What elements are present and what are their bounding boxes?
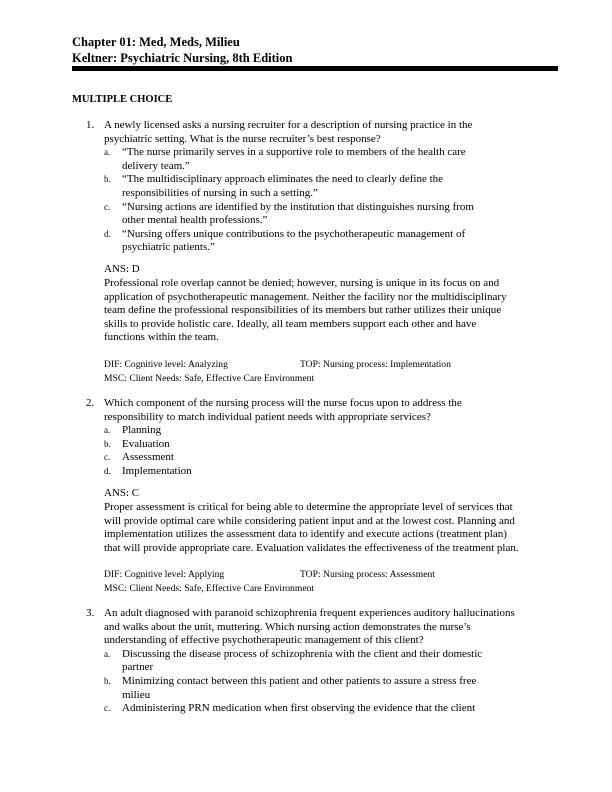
rationale-line: implementation utilizes the assessment data to identify and execute actions (treatment plan) — [104, 528, 507, 541]
option-label: d. — [104, 466, 111, 476]
section-title: MULTIPLE CHOICE — [72, 94, 173, 105]
rationale-line: that will provide appropriate care. Evaluation validates the effectiveness of the treatment plan. — [104, 541, 519, 554]
option-label: d. — [104, 228, 111, 239]
option-label: a. — [104, 425, 111, 436]
chapter-title: Chapter 01: Med, Meds, Milieu — [72, 35, 240, 49]
option-label: a. — [104, 648, 111, 659]
question-stem-line: and walks about the unit, muttering. Which nursing action demonstrates the nurse’s — [104, 620, 471, 633]
question-number: 3. — [86, 607, 95, 619]
question-stem-line: psychiatric setting. What is the nurse recruiter’s best response? — [104, 132, 381, 145]
rationale-line: functions within the team. — [104, 331, 219, 344]
option-d-text: psychiatric patients.” — [122, 241, 215, 254]
msc: MSC: Client Needs: Safe, Effective Care Environment — [104, 373, 315, 384]
option-a-text: Planning — [122, 424, 162, 437]
option-b-text: “The multidisciplinary approach eliminates the need to clearly define the — [122, 173, 444, 186]
question-stem-line: Which component of the nursing process will the nurse focus upon to address the — [104, 397, 462, 409]
rationale-line: Proper assessment is critical for being able to determine the appropriate level of services that — [104, 501, 513, 513]
option-b-text: Minimizing contact between this patient and other patients to assure a stress free — [122, 675, 477, 687]
header-rule — [72, 66, 558, 71]
option-b-text: milieu — [122, 688, 151, 701]
rationale-line: Professional role overlap cannot be denied; however, nursing is unique in its focus on and — [104, 277, 500, 289]
option-d-text: Implementation — [122, 465, 192, 477]
rationale-line: team define the professional responsibilities of its members but rather utilizes their unique — [104, 304, 502, 317]
difficulty: DIF: Cognitive level: Analyzing — [104, 359, 228, 370]
topic: TOP: Nursing process: Assessment — [300, 569, 435, 580]
difficulty: DIF: Cognitive level: Applying — [104, 569, 225, 580]
question-number: 1. — [86, 119, 95, 131]
option-label: b. — [104, 676, 111, 686]
option-label: c. — [104, 452, 111, 463]
option-label: b. — [104, 438, 111, 449]
option-a-text: Discussing the disease process of schizophrenia with the client and their domestic — [122, 647, 483, 660]
question-stem-line: An adult diagnosed with paranoid schizophrenia frequent experiences auditory hallucinations — [104, 607, 515, 619]
question-stem-line: responsibility to match individual patient needs with appropriate services? — [104, 410, 431, 423]
option-c-text: other mental health professions.” — [122, 214, 268, 227]
option-a-text: delivery team.” — [122, 159, 190, 172]
answer-key: ANS: C — [104, 487, 140, 499]
option-d-text: “Nursing offers unique contributions to the psychotherapeutic management of — [122, 227, 466, 240]
answer-key: ANS: D — [104, 263, 140, 275]
question-number: 2. — [86, 397, 95, 409]
option-label: c. — [104, 201, 111, 212]
question-stem-line: understanding of effective psychotherapeutic management of this client? — [104, 634, 424, 647]
option-c-text: Assessment — [122, 451, 174, 464]
option-c-text: “Nursing actions are identified by the institution that distinguishes nursing from — [122, 200, 474, 213]
question-stem-line: A newly licensed asks a nursing recruiter for a description of nursing practice in the — [104, 119, 473, 131]
option-c-text: Administering PRN medication when first observing the evidence that the client — [122, 702, 476, 715]
option-b-text: responsibilities of nursing in such a setting.” — [122, 187, 318, 199]
option-a-text: partner — [122, 661, 154, 674]
topic: TOP: Nursing process: Implementation — [300, 359, 451, 370]
msc: MSC: Client Needs: Safe, Effective Care Environment — [104, 583, 315, 594]
rationale-line: skills to provide holistic care. Ideally, all team members support each other and have — [104, 317, 477, 330]
rationale-line: will provide optimal care while considering patient input and at the lowest cost. Planning and — [104, 514, 515, 527]
option-label: b. — [104, 174, 111, 185]
rationale-line: application of psychotherapeutic management. Neither the facility nor the multidisciplinary — [104, 290, 507, 303]
book-title: Keltner: Psychiatric Nursing, 8th Edition — [72, 51, 293, 65]
option-b-text: Evaluation — [122, 437, 170, 450]
option-label: c. — [104, 703, 111, 714]
option-a-text: “The nurse primarily serves in a supportive role to members of the health care — [122, 146, 466, 159]
option-label: a. — [104, 147, 111, 158]
